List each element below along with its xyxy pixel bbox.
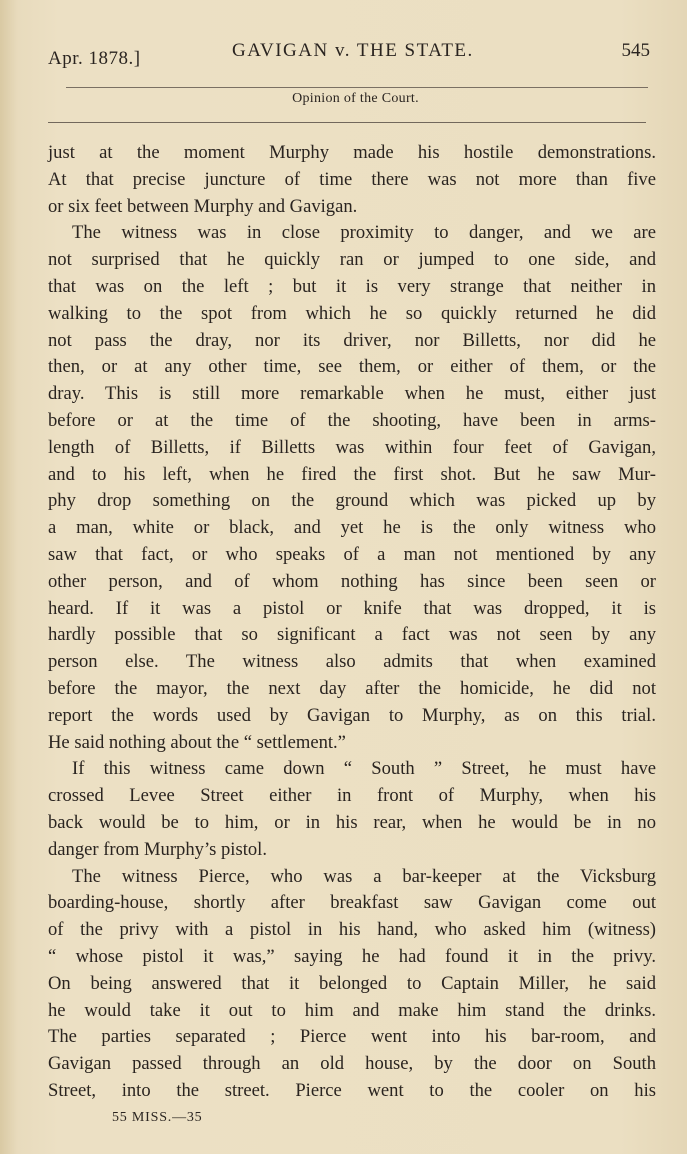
- text-line: length of Billetts, if Billetts was within four feet of Gavigan,: [48, 436, 656, 458]
- text-line: The parties separated ; Pierce went into his bar-room, and: [48, 1026, 656, 1048]
- text-line: phy drop something on the ground which was picked up by: [48, 490, 656, 512]
- text-line: before or at the time of the shooting, have been in arms-: [48, 409, 656, 431]
- text-line: of the privy with a pistol in his hand, who asked him (witness): [48, 919, 656, 941]
- header-rule-top: [66, 87, 648, 88]
- text-line: hardly possible that so significant a fact was not seen by any: [48, 624, 656, 646]
- text-line: just at the moment Murphy made his hostile demonstrations.: [48, 142, 656, 163]
- signature-mark: 55 MISS.—35: [112, 1110, 203, 1125]
- text-line: that was on the left ; but it is very strange that neither in: [48, 275, 656, 297]
- text-line: he would take it out to him and make him stand the drinks.: [48, 999, 656, 1021]
- running-header: [46, 38, 656, 78]
- text-line: report the words used by Gavigan to Murphy, as on this trial.: [48, 704, 656, 726]
- header-rule-bottom: [48, 122, 646, 123]
- text-line: crossed Levee Street either in front of Murphy, when his: [48, 785, 656, 807]
- text-line: The witness was in close proximity to danger, and we are: [72, 222, 656, 244]
- text-line: then, or at any other time, see them, or either of them, or the: [48, 356, 656, 378]
- text-line: or six feet between Murphy and Gavigan.: [48, 195, 358, 217]
- text-line: person else. The witness also admits that when examined: [48, 651, 656, 673]
- text-line: On being answered that it belonged to Captain Miller, he said: [48, 972, 656, 994]
- text-line: walking to the spot from which he so quickly returned he did: [48, 302, 656, 324]
- text-line: The witness Pierce, who was a bar-keeper at the Vicksburg: [72, 865, 656, 887]
- text-line: a man, white or black, and yet he is the only witness who: [48, 517, 656, 539]
- text-line: other person, and of whom nothing has since been seen or: [48, 570, 656, 592]
- text-line: Street, into the street. Pierce went to the cooler on his: [48, 1079, 656, 1101]
- header-case-title: GAVIGAN v. THE STATE.: [232, 40, 474, 61]
- text-line: danger from Murphy’s pistol.: [48, 838, 267, 860]
- text-line: not pass the dray, nor its driver, nor Billetts, nor did he: [48, 329, 656, 351]
- text-line: He said nothing about the “ settlement.”: [48, 731, 346, 753]
- opinion-text: [48, 140, 656, 1105]
- text-line: heard. If it was a pistol or knife that was dropped, it is: [48, 597, 656, 619]
- text-line: At that precise juncture of time there was not more than five: [48, 168, 656, 190]
- page-number: 545: [621, 40, 650, 61]
- text-line: back would be to him, or in his rear, when he would be in no: [48, 811, 656, 833]
- text-line: “ whose pistol it was,” saying he had found it in the privy.: [48, 945, 656, 967]
- text-line: If this witness came down “ South ” Street, he must have: [72, 758, 656, 780]
- text-line: saw that fact, or who speaks of a man not mentioned by any: [48, 543, 656, 565]
- header-date: Apr. 1878.]: [48, 48, 141, 69]
- text-line: before the mayor, the next day after the homicide, he did not: [48, 677, 656, 699]
- text-line: boarding-house, shortly after breakfast saw Gavigan come out: [48, 892, 656, 914]
- text-line: Gavigan passed through an old house, by the door on South: [48, 1053, 656, 1075]
- text-line: dray. This is still more remarkable when he must, either just: [48, 383, 656, 405]
- section-subhead: Opinion of the Court.: [292, 91, 419, 106]
- text-line: not surprised that he quickly ran or jumped to one side, and: [48, 249, 656, 271]
- text-line: and to his left, when he fired the first shot. But he saw Mur-: [48, 463, 656, 485]
